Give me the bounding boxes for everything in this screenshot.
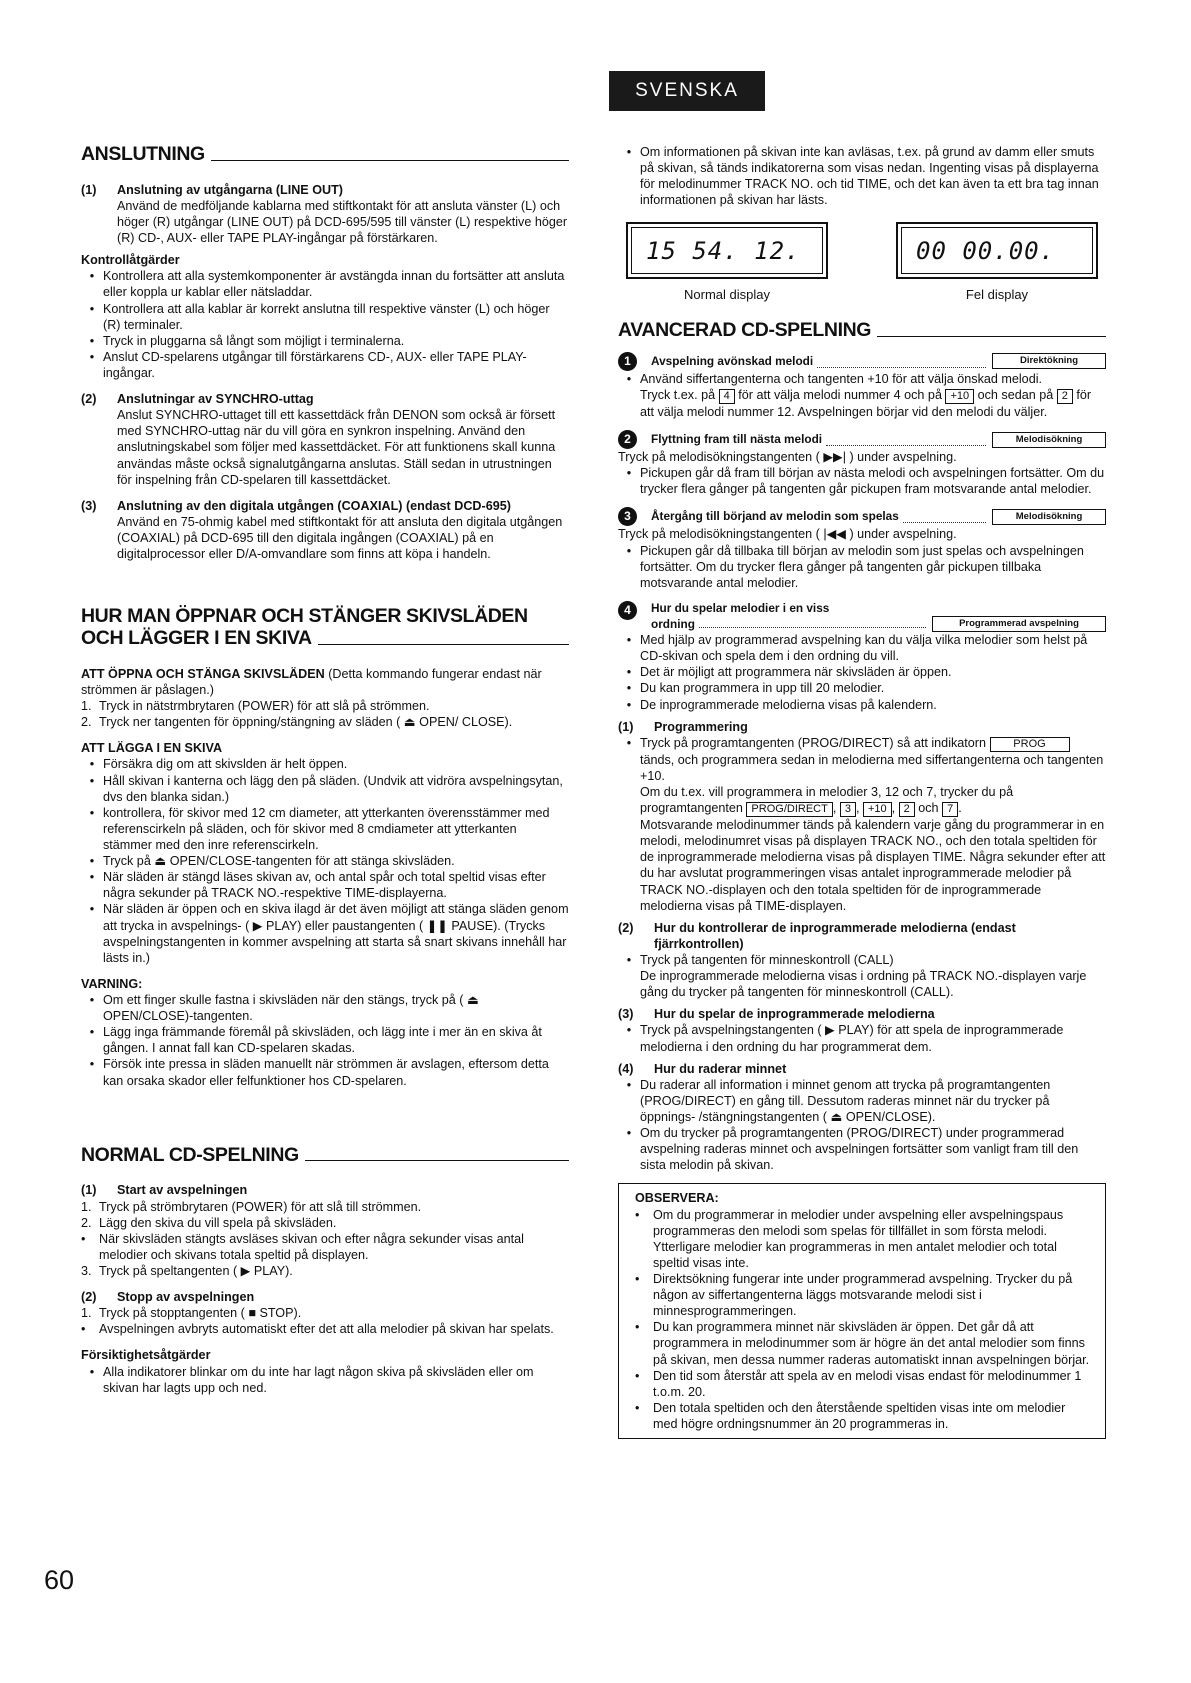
- prog-step-heading: (1) Programmering: [618, 719, 748, 734]
- list-item: • Den totala speltiden och den återstående speltiden visas inte om melodier med högre ordningsnummer än 20 programmeras in.: [635, 1400, 1066, 1431]
- key-4: 4: [719, 389, 735, 404]
- list-item: • Försäkra dig om att skivslden är helt öppen.: [89, 757, 348, 772]
- list-item: • Du kan programmera in upp till 20 melodier.: [626, 681, 885, 696]
- list-item: • Om du trycker på programtangenten (PROG/DIRECT) under programmerad avspelning raderas minnet och avspelningen fortsätter som vanligt fram till den sista melodin på skivan.: [626, 1126, 1079, 1173]
- list-item: • Håll skivan i kanterna och lägg den på släden. (Undvik att vidröra avspelningsytan, dvs den blanka sidan.): [89, 773, 563, 804]
- list-item: • Om ett finger skulle fastna i skivsläden när den stängs, tryck på ( ⏏ OPEN/CLOSE)-tangenten.: [89, 992, 479, 1024]
- list-item: • Försök inte pressa in släden manuellt när strömmen är avslagen, eftersom detta kan orsaka skador eller felfunktioner hos CD-spelaren.: [89, 1057, 549, 1088]
- display-examples: [626, 222, 1098, 304]
- key-prog-direct: PROG/DIRECT: [746, 802, 832, 817]
- list-item: 1. Tryck på stopptangenten ( ■ STOP).: [81, 1306, 302, 1321]
- list-item: • Lägg inga främmande föremål på skivsläden, och lägg inte i mer än en skiva åt gången. I annat fall kan CD-spelaren skadas.: [89, 1025, 542, 1056]
- normal-step-heading: (2) Stopp av avspelningen: [81, 1290, 255, 1305]
- list-item: • Det är möjligt att programmera när skivsläden är öppen.: [626, 665, 952, 680]
- step-number-icon: 4: [618, 601, 637, 620]
- list-item: 3. Tryck på speltangenten ( ▶ PLAY).: [81, 1264, 293, 1278]
- left-column: [81, 144, 569, 1396]
- list-item: 1. Tryck på strömbrytaren (POWER) för att slå till strömmen.: [81, 1199, 422, 1214]
- step-number-icon: 1: [618, 352, 637, 371]
- list-item: • Med hjälp av programmerad avspelning kan du välja vilka melodier som helst på CD-skivan och spela dem i den ordning du vill.: [626, 633, 1088, 664]
- list-item: • Kontrollera att alla kablar är korrekt anslutna till respektive vänster (L) och höger (R) terminaler.: [89, 301, 550, 332]
- kontroll-heading: Kontrollåtgärder: [81, 253, 180, 268]
- section-title-avancerad: AVANCERAD CD-SPELNING: [618, 320, 1106, 342]
- list-item: • Använd siffertangenterna och tangenten +10 för att välja önskad melodi. Tryck t.ex. på 4 för att välja melodi nummer 4 och på +10 och sedan på 2 för att välja melodi nummer 12. Avspelningen börjar vid den melodi du väljer.: [626, 371, 1092, 419]
- list-item: • Du raderar all information i minnet genom att trycka på programtangenten (PROG/DIRECT) en gång till. Dessutom raderas minnet när du trycker på öppnings- /stängningstangenten ( ⏏ OPEN/CLOSE).: [626, 1077, 1051, 1124]
- normal-display-caption: Normal display: [684, 287, 770, 303]
- language-tab: SVENSKA: [609, 71, 765, 111]
- anslutning-item-3: (3) Anslutning av den digitala utgången (COAXIAL) (endast DCD-695) Använd en 75-ohmig kabel med stiftkontakt för att ansluta den digitala utgången (COAXIAL) på DCD-695 till den digitala ingången (COAXIAL) på en digitalprocessor eller D/A-omvandlare som finns att köpa i handeln.: [81, 498, 563, 562]
- feature-heading: 1 Avspelning avönskad melodi Direktökning: [618, 352, 1106, 371]
- key-7: 7: [942, 802, 958, 817]
- prog-step-heading: (3) Hur du spelar de inprogrammerade melodierna: [618, 1007, 935, 1022]
- key-2: 2: [1057, 389, 1073, 404]
- observera-note-box: OBSERVERA: • Om du programmerar in melodier under avspelning eller avspelningspaus programmeras den melodi som spelas för tillfället in som första melodi. Ytterligare melodier kan programmeras in men antalet melodier och total speltid visas inte. • Direktsökning fungerar inte under programmerad avspelning. Trycker du på någon av siffertangenterna läggs motsvarande melodi sist i minnesprogrammeringen. • Du kan programmera minnet när skivsläden är öppen. Det går då att programmera in melodinummer som är högre än det antal melodier som finns på skivan, men dessa nummer raderas automatiskt innan avspelningen börjar. • Den tid som återstår att spela av en melodi visas endast för melodinummer 1 t.o.m. 20. • Den totala speltiden och den återstående speltiden visas inte om melodier med högre ordningsnummer än 20 programmeras in.: [618, 1183, 1106, 1439]
- list-item: • Du kan programmera minnet när skivsläden är öppen. Det går då att programmera in melodinummer som är högre än det antal melodier som finns på skivan, men dessa nummer raderas automatiskt innan avspelningen börjar.: [635, 1320, 1090, 1367]
- anslutning-item-1: (1) Anslutning av utgångarna (LINE OUT) Använd de medföljande kablarna med stiftkontakt för att ansluta vänster (L) och höger (R) utgångar (LINE OUT) på DCD-695/595 till vänster (L) respektive höger (R) CD-, AUX- eller TAPE PLAY-ingångar på förstärkaren.: [81, 182, 568, 246]
- list-item: • Tryck på ⏏ OPEN/CLOSE-tangenten för att stänga skivsläden.: [89, 854, 455, 869]
- list-item: • Direktsökning fungerar inte under programmerad avspelning. Trycker du på någon av siffertangenterna läggs motsvarande melodi sist i minnesprogrammeringen.: [635, 1271, 1073, 1319]
- key-2: 2: [899, 802, 915, 817]
- list-item: • Tryck på avspelningstangenten ( ▶ PLAY) för att spela de inprogrammerade melodierna i den ordning du har programmerat dem.: [626, 1023, 1064, 1054]
- section-title-anslutning: ANSLUTNING: [81, 144, 569, 166]
- step-number-icon: 3: [618, 507, 637, 526]
- anslutning-item-2: (2) Anslutningar av SYNCHRO-uttag Anslut SYNCHRO-uttaget till ett kassettdäck från DENON som också är försett med SYNCHRO-uttag när du vill göra en synkron inspelning. Använd den anslutningskabel som följer med kassettdäcket. För att funktionens skall kunna användas måste också signalutgångarna anslutas. Ställ sedan in utrustningen för inspelning från CD-spelaren till kassettdäcket.: [81, 392, 556, 487]
- key-plus10: +10: [945, 389, 974, 404]
- key-plus10: +10: [863, 802, 892, 817]
- list-item: • När skivsläden stängts avsläses skivan och efter några sekunder visas antal melodier och skivans totala speltid på displayen.: [81, 1231, 524, 1262]
- feature-heading: 2 Flyttning fram till nästa melodi Melodisökning: [618, 430, 1106, 449]
- page-number: 60: [44, 1565, 75, 1595]
- error-display-caption: Fel display: [965, 287, 1029, 303]
- varning-heading: VARNING:: [81, 976, 143, 991]
- feature-heading: 3 Återgång till börjand av melodin som spelas Melodisökning: [618, 507, 1106, 526]
- error-display: [896, 222, 1098, 304]
- key-3: 3: [840, 802, 856, 817]
- list-item: • Den tid som återstår att spela av en melodi visas endast för melodinummer 1 t.o.m. 20.: [635, 1368, 1082, 1399]
- prog-indicator: PROG: [990, 737, 1070, 752]
- section-title-oppna-line2: OCH LÄGGER I EN SKIVA: [81, 628, 569, 650]
- list-item: • När släden är stängd läses skivan av, och antal spår och total speltid visas efter några sekunder på TRACK NO.-respektive TIME-displayerna.: [89, 870, 546, 901]
- list-item: • Pickupen går då fram till början av nästa melodi och avspelningen fortsätter. Om du trycker flera gånger på tangenten går pickupen fram motsvarande antal melodier.: [626, 466, 1105, 497]
- error-display-readout: 00 00.00.: [901, 227, 1093, 274]
- list-item: • kontrollera, för skivor med 12 cm diameter, att ytterkanten överensstämmer med referenscirkeln på släden, och för skivor med 8 cmdiameter att ytterkanten stämmer med den inre referenscirkeln.: [89, 805, 550, 852]
- feature-text: Tryck på melodisökningstangenten ( |◀◀ ) under avspelning.: [618, 527, 957, 542]
- feature-heading: 4 Hur du spelar melodier i en viss ordning Programmerad avspelning: [618, 601, 1106, 632]
- list-item: • Pickupen går då tillbaka till början av melodin som just spelas och avspelningen fortsätter. Om du trycker flera gånger på tangenten går pickupen tillbaka motsvarande antal melodier.: [626, 543, 1084, 590]
- feature-tag: Direktökning: [992, 353, 1106, 369]
- oppna-lead: ATT ÖPPNA OCH STÄNGA SKIVSLÄDEN (Detta kommando fungerar endast när strömmen är påslagen.): [81, 666, 542, 697]
- normal-display: [626, 222, 828, 304]
- prog-step-heading: (2) Hur du kontrollerar de inprogrammerade melodierna (endast fjärrkontrollen): [618, 920, 1016, 951]
- list-item: • Tryck in pluggarna så långt som möjligt i terminalerna.: [89, 333, 405, 348]
- list-item: • När släden är öppen och en skiva ilagd är det även möjligt att stänga släden genom att trycka in avspelnings- ( ▶ PLAY) eller paustangenten ( ❚❚ PAUSE). (Trycks avspelningstangenten in kommer avspelning att starta så snart skivans innehåll har lästs in.): [89, 902, 569, 965]
- section-title-oppna-line1: HUR MAN ÖPPNAR OCH STÄNGER SKIVSLÄDEN: [81, 605, 528, 628]
- feature-text: Tryck på melodisökningstangenten ( ▶▶| ) under avspelning.: [618, 450, 957, 465]
- list-item: 1. Tryck in nätstrmbrytaren (POWER) för att slå på strömmen.: [81, 699, 430, 714]
- prog-step-heading: (4) Hur du raderar minnet: [618, 1061, 787, 1076]
- step-number-icon: 2: [618, 430, 637, 449]
- feature-tag: Melodisökning: [992, 432, 1106, 448]
- right-column: [618, 144, 1106, 1439]
- list-item: • Om du programmerar in melodier under avspelning eller avspelningspaus programmeras den melodi som spelas för tillfället in som första melodi. Ytterligare melodier kan programmeras in men antalet melodier och total speltid visas inte.: [635, 1207, 1064, 1270]
- list-item: • Kontrollera att alla systemkomponenter är avstängda innan du fortsätter att ansluta eller koppla ur kablar eller nätsladdar.: [89, 269, 565, 300]
- list-item: • Anslut CD-spelarens utgångar till förstärkarens CD-, AUX- eller TAPE PLAY-ingångar.: [89, 349, 527, 381]
- feature-tag: Melodisökning: [992, 509, 1106, 525]
- list-item: • De inprogrammerade melodierna visas på kalendern.: [626, 697, 937, 712]
- list-item: • Avspelningen avbryts automatiskt efter det att alla melodier på skivan har spelats.: [81, 1322, 554, 1337]
- list-item: • Om informationen på skivan inte kan avläsas, t.ex. på grund av damm eller smuts på skivan, så tänds indikatorerna som visas nedan. Ingenting visas på displayerna för melodinummer TRACK NO. och tid TIME, och det kan även ta ett bra tag innan informationen på skivan har lästs.: [626, 145, 1099, 208]
- list-item: 2. Lägg den skiva du vill spela på skivsläden.: [81, 1215, 337, 1230]
- forsiktighet-heading: Försiktighetsåtgärder: [81, 1348, 211, 1363]
- list-item: • Tryck på tangenten för minneskontroll (CALL) De inprogrammerade melodierna visas i ordning på TRACK NO.-displayen varje gång du trycker på tangenten för minneskontroll (CALL).: [626, 952, 1087, 1000]
- lagga-heading: ATT LÄGGA I EN SKIVA: [81, 741, 223, 756]
- list-item: • Tryck på programtangenten (PROG/DIRECT) så att indikatorn PROG tänds, och programmera sedan in melodierna med siffertangenterna och tangenten +10. Om du t.ex. vill programmera in melodier 3, 12 och 7, trycker du på programtangenten PROG/DIRECT , 3 , +10 , 2 och 7 . Motsvarande melodinummer tänds på kalendern varje gång du programmerar in en melodi, melodinumret visas på displayen TRACK NO., och den totala speltiden för de inprogrammerade melodierna visas på displayen TIME. Några sekunder efter att du har avslutat programmeringen visas antalet inprogrammerade melodier på TRACK NO.-displayen och den totala speltiden för de inprogrammerade melodierna visas på TIME-displayen.: [626, 735, 1106, 913]
- list-item: • Alla indikatorer blinkar om du inte har lagt någon skiva på skivsläden eller om skivan har lagts upp och ned.: [89, 1364, 534, 1395]
- normal-step-heading: (1) Start av avspelningen: [81, 1183, 248, 1198]
- normal-display-readout: 15 54. 12.: [631, 227, 823, 274]
- section-title-normal: NORMAL CD-SPELNING: [81, 1145, 569, 1167]
- feature-tag: Programmerad avspelning: [932, 616, 1106, 632]
- list-item: 2. Tryck ner tangenten för öppning/stängning av släden ( ⏏ OPEN/ CLOSE).: [81, 715, 513, 730]
